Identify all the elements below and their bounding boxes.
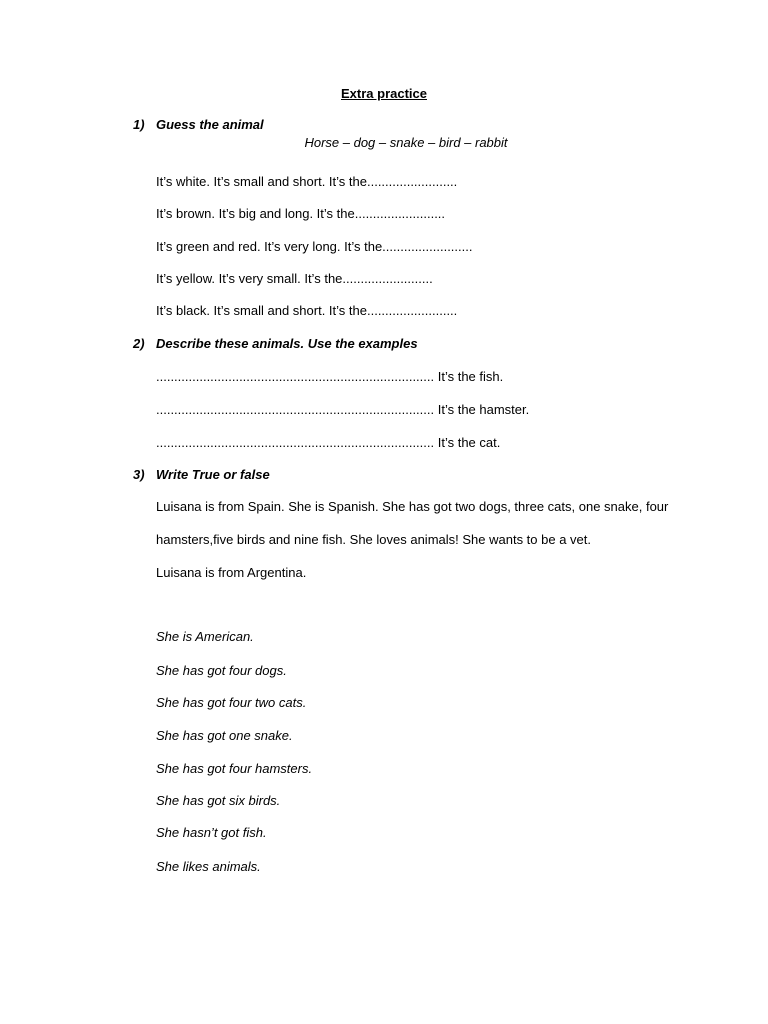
true-false-statement: She is American. — [156, 629, 254, 644]
guess-sentence: It’s yellow. It’s very small. It’s the......................... — [156, 271, 433, 286]
animal-word-list: Horse – dog – snake – bird – rabbit — [304, 135, 508, 150]
section3-number: 3) — [133, 467, 145, 482]
describe-line: ............................................................................. It’s the fish. — [156, 369, 504, 384]
reading-paragraph-line: Luisana is from Spain. She is Spanish. She has got two dogs, three cats, one snake, four — [156, 499, 669, 514]
section2-heading: Describe these animals. Use the examples — [156, 336, 418, 351]
guess-sentence: It’s black. It’s small and short. It’s the......................... — [156, 303, 458, 318]
true-false-statement: She hasn’t got fish. — [156, 825, 267, 840]
true-false-statement: She has got four hamsters. — [156, 761, 313, 776]
true-false-statement: She has got four two cats. — [156, 695, 307, 710]
section3-heading: Write True or false — [156, 467, 270, 482]
guess-sentence: It’s brown. It’s big and long. It’s the......................... — [156, 206, 446, 221]
true-false-statement: She has got one snake. — [156, 728, 293, 743]
section2-number: 2) — [133, 336, 145, 351]
describe-line: ............................................................................. It’s the cat. — [156, 435, 501, 450]
page-title: Extra practice — [341, 86, 427, 101]
guess-sentence: It’s green and red. It’s very long. It’s the......................... — [156, 239, 473, 254]
true-false-statement: She likes animals. — [156, 859, 261, 874]
true-false-statement: She has got six birds. — [156, 793, 281, 808]
section1-heading: Guess the animal — [156, 117, 264, 132]
true-false-statement: She has got four dogs. — [156, 663, 287, 678]
section1-number: 1) — [133, 117, 145, 132]
guess-sentence: It’s white. It’s small and short. It’s the......................... — [156, 174, 458, 189]
reading-paragraph-line: Luisana is from Argentina. — [156, 565, 307, 580]
describe-line: ............................................................................. It’s the hamster. — [156, 402, 530, 417]
reading-paragraph-line: hamsters,five birds and nine fish. She loves animals! She wants to be a vet. — [156, 532, 592, 547]
